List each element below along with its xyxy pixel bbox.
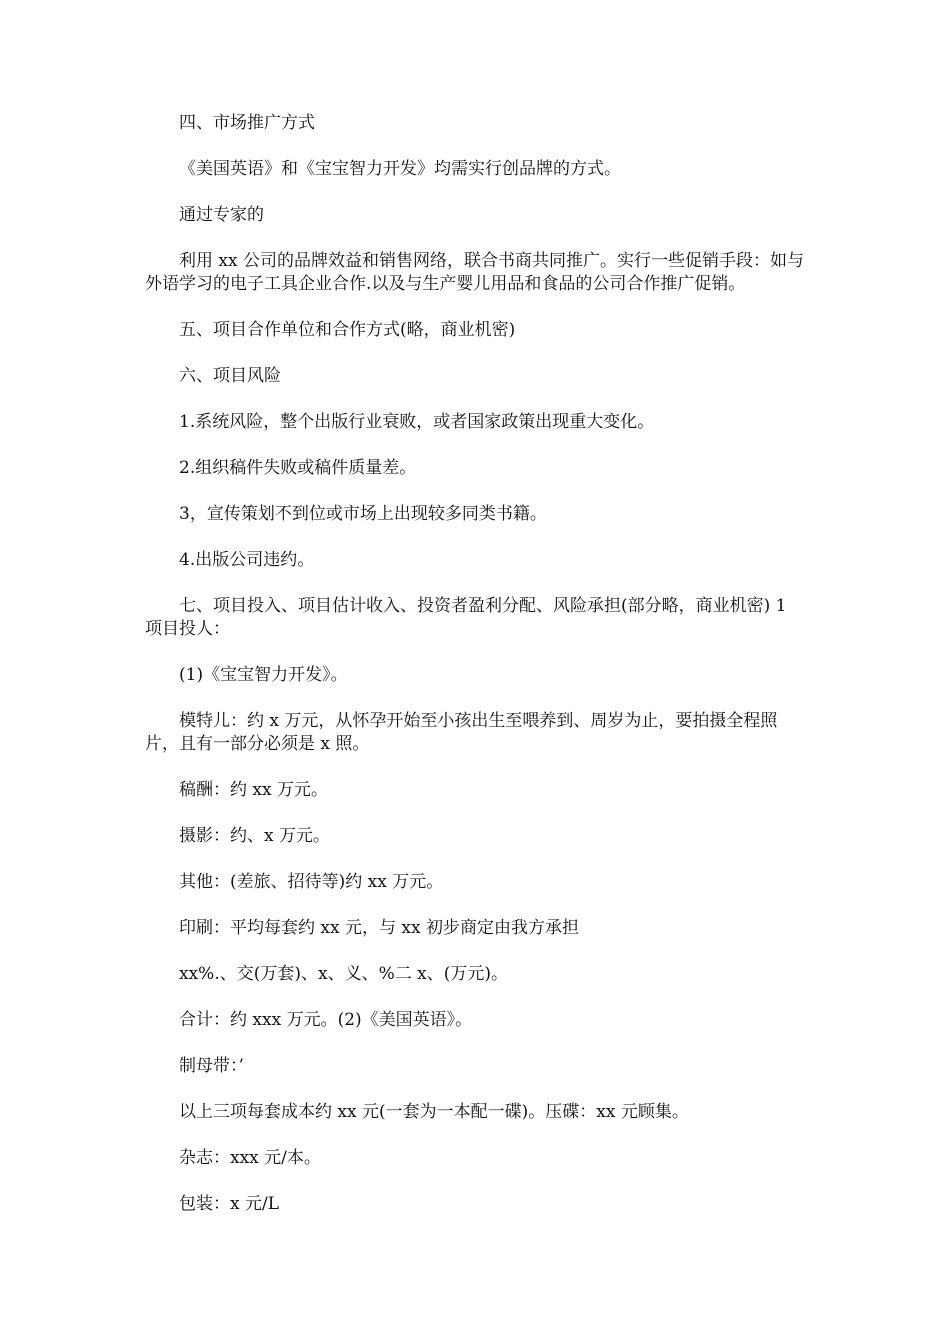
cost-item-other: 其他：(差旅、招待等)约 xx 万元。 xyxy=(179,872,444,892)
cost-item-printing-detail: xx%.、交(万套)、x、义、%二 x、(万元)。 xyxy=(179,964,508,984)
paragraph-experts: 通过专家的 xyxy=(179,205,264,225)
risk-item-1: 1.系统风险，整个出版行业衰败，或者国家政策出现重大变化。 xyxy=(179,412,655,432)
cost-item-per-set: 以上三项每套成本约 xx 元(一套为一本配一碟)。压碟：xx 元顾集。 xyxy=(179,1102,689,1122)
paragraph-promotion-details: 利用 xx 公司的品牌效益和销售网络，联合书商共同推广。实行一些促销手段：如与外语学习的电子工具企业合作.以及与生产婴儿用品和食品的公司合作推广促销。 xyxy=(145,251,804,294)
cost-item-photography: 摄影：约、x 万元。 xyxy=(179,826,330,846)
cost-item-packaging: 包装：x 元/L xyxy=(179,1194,280,1214)
cost-item-master-tape: 制母带：’ xyxy=(179,1056,244,1076)
section-heading-market-promotion: 四、市场推广方式 xyxy=(179,113,315,133)
cost-item-fee: 稿酬：约 xx 万元。 xyxy=(179,780,328,800)
cost-item-magazine: 杂志：xxx 元/本。 xyxy=(179,1148,321,1168)
risk-item-3: 3，宣传策划不到位或市场上出现较多同类书籍。 xyxy=(179,504,547,524)
risk-item-4: 4.出版公司违约。 xyxy=(179,550,315,570)
cost-total: 合计：约 xxx 万元。(2)《美国英语》。 xyxy=(179,1010,473,1030)
cost-item-model: 模特儿：约 x 万元，从怀孕开始至小孩出生至喂养到、周岁为止，要拍摄全程照片，且有一部分必须是 x 照。 xyxy=(145,711,778,754)
section-heading-cooperation: 五、项目合作单位和合作方式(略，商业机密) xyxy=(179,320,516,340)
section-heading-risk: 六、项目风险 xyxy=(179,366,281,386)
risk-item-2: 2.组织稿件失败或稿件质量差。 xyxy=(179,458,417,478)
subheading-baby-intelligence: (1)《宝宝智力开发》。 xyxy=(179,665,348,685)
section-heading-investment: 七、项目投入、项目估计收入、投资者盈利分配、风险承担(部分略，商业机密) 1 项目投人： xyxy=(145,596,787,639)
cost-item-printing: 印刷：平均每套约 xx 元，与 xx 初步商定由我方承担 xyxy=(179,918,579,938)
paragraph-brand-strategy: 《美国英语》和《宝宝智力开发》均需实行创品牌的方式。 xyxy=(179,159,621,179)
